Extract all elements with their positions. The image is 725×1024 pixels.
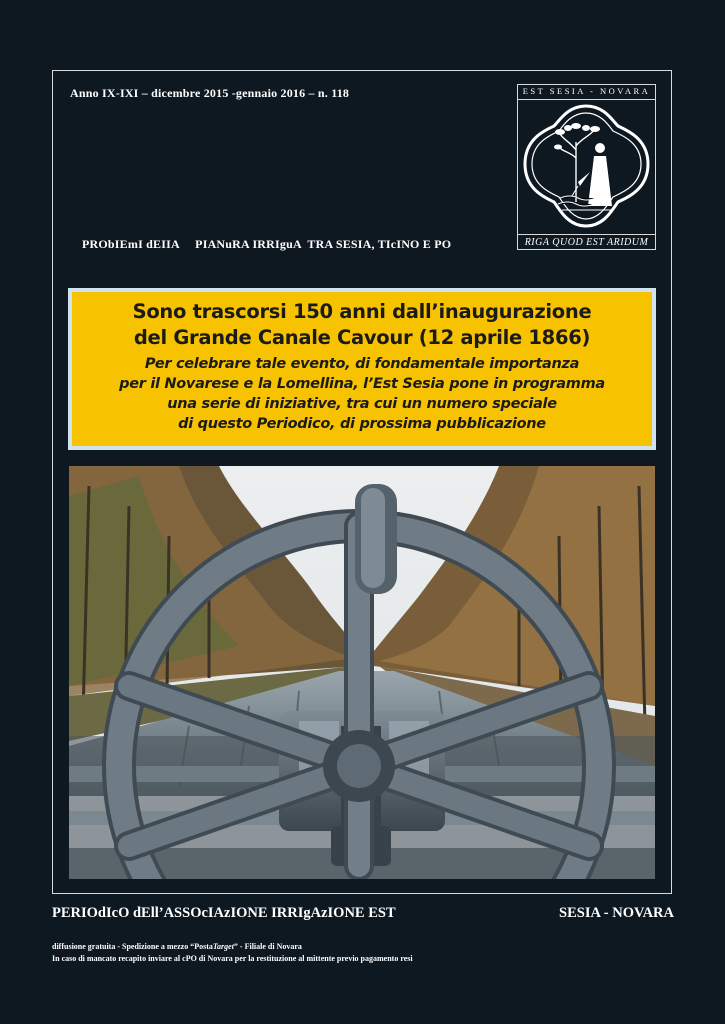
distribution-target: Target	[212, 942, 234, 951]
banner-body-line: per il Novarese e la Lomellina, l’Est Sesia pone in programma	[119, 376, 605, 392]
announcement-banner	[68, 288, 656, 450]
logo-top-text: EST SESIA - NOVARA	[517, 84, 656, 100]
distribution-suffix: ” - Filiale di Novara	[233, 942, 302, 951]
banner-body-line: di questo Periodico, di prossima pubblicazione	[178, 416, 546, 432]
logo-emblem	[520, 102, 653, 232]
canal-sluice-wheel-photo	[69, 466, 655, 879]
distribution-prefix: diffusione gratuita - Spedizione a mezzo “Posta	[52, 942, 213, 951]
banner-title	[72, 299, 652, 351]
return-note: In caso di mancato recapito inviare al cPO di Novara per la restituzione al mittente previo pagamento resi	[52, 954, 413, 963]
est-sesia-logo	[517, 84, 656, 250]
banner-title-line: Sono trascorsi 150 anni dall’inaugurazione	[132, 300, 592, 323]
banner-body-line: Per celebrare tale evento, di fondamentale importanza	[144, 356, 580, 372]
periodical-location: SESIA - NOVARA	[559, 905, 674, 921]
postal-notes	[52, 941, 413, 965]
publication-subtitle: PRObIEmI dEIIA PIANuRA IRRIguA TRA SESIA, TIcINO E PO	[82, 237, 452, 251]
banner-title-line: del Grande Canale Cavour (12 aprile 1866)	[133, 326, 591, 349]
logo-motto: RIGA QUOD EST ARIDUM	[517, 234, 656, 250]
periodical-footer-title	[52, 905, 674, 922]
distribution-note	[52, 941, 413, 953]
banner-body-line: una serie di iniziative, tra cui un numero speciale	[167, 396, 557, 412]
periodical-name: PERIOdIcO dEll’ASSOcIAzIONE IRRIgAzIONE EST	[52, 905, 396, 921]
banner-body	[72, 354, 652, 434]
issue-line: Anno IX-IXI – dicembre 2015 -gennaio 2016 – n. 118	[70, 86, 350, 100]
